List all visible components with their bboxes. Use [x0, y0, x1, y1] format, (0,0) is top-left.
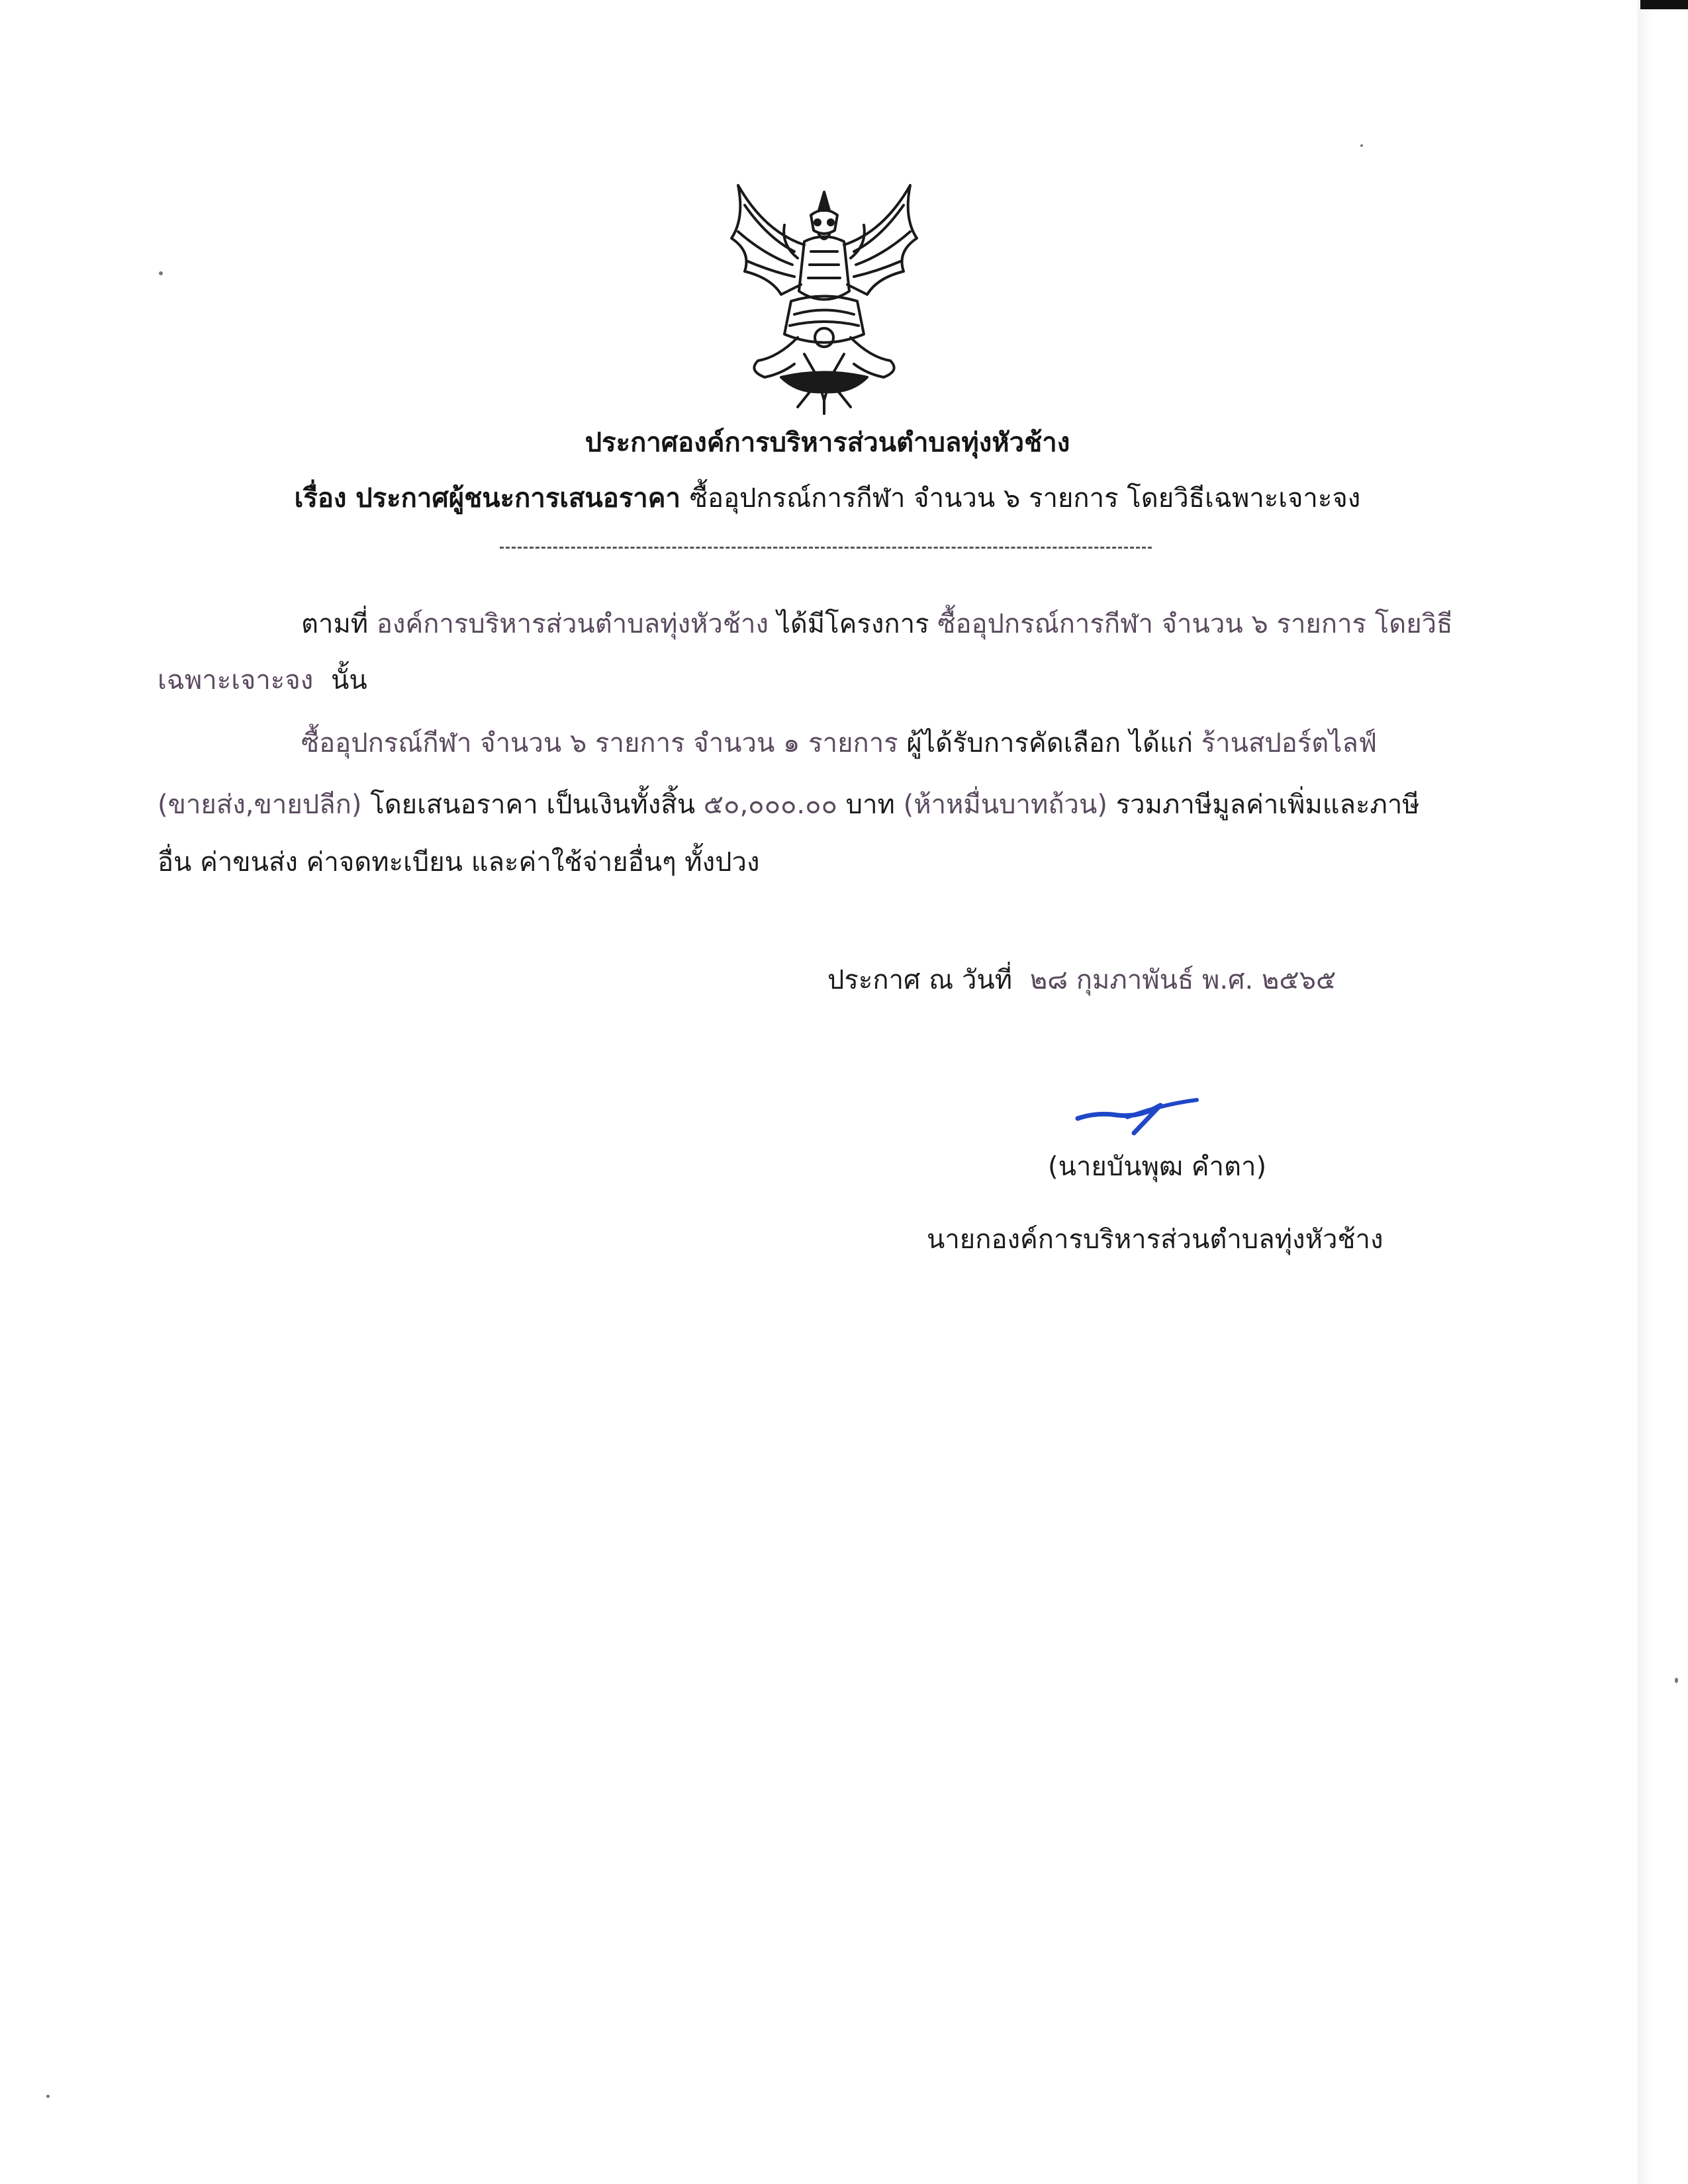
title-divider: [500, 547, 1152, 549]
scan-corner-mark: [1640, 0, 1688, 9]
handwritten-signature-icon: [1071, 1092, 1203, 1138]
bid-amount: ๕๐,๐๐๐.๐๐: [703, 790, 837, 820]
item-description: ซื้ออุปกรณ์กีฬา จำนวน ๖ รายการ จำนวน ๑ รายการ: [301, 728, 898, 758]
document-subject: [0, 477, 1655, 519]
subject-prefix: เรื่อง ประกาศผู้ชนะการเสนอราคา: [294, 483, 680, 514]
text-segment: ผู้ได้รับการคัดเลือก ได้แก่: [906, 728, 1193, 758]
scan-speck: [1675, 1678, 1678, 1683]
organization-name: องค์การบริหารส่วนตำบลทุ่งหัวช้าง: [376, 609, 769, 639]
subject-detail: ซื้ออุปกรณ์การกีฬา จำนวน ๖ รายการ โดยวิธีเฉพาะเจาะจง: [689, 483, 1361, 514]
paragraph-1-line-2: [158, 659, 367, 701]
paragraph-2-line-2: [158, 783, 1420, 825]
announcement-date-line: [827, 958, 1336, 1001]
winner-name: ร้านสปอร์ตไลฟ์: [1201, 728, 1378, 758]
garuda-emblem-icon: [718, 179, 930, 417]
bid-amount-words: (ห้าหมื่นบาทถ้วน): [903, 790, 1107, 820]
project-name: ซื้ออุปกรณ์การกีฬา จำนวน ๖ รายการ โดยวิธี: [937, 609, 1453, 639]
scan-edge: [1638, 0, 1688, 2184]
text-segment: ได้มีโครงการ: [776, 609, 929, 639]
text-segment: รวมภาษีมูลค่าเพิ่มและภาษี: [1115, 790, 1420, 820]
signatory-position: นายกองค์การบริหารส่วนตำบลทุ่งหัวช้าง: [927, 1224, 1383, 1255]
winner-type: (ขายส่ง,ขายปลีก): [158, 790, 362, 820]
text-segment: นั้น: [330, 665, 367, 696]
scan-speck: [46, 2095, 50, 2098]
scan-speck: [1360, 144, 1363, 147]
scan-speck: [159, 271, 163, 275]
document-title: ประกาศองค์การบริหารส่วนตำบลทุ่งหัวช้าง: [585, 428, 1070, 458]
signatory-name: (นายบันพุฒ คำตา): [1048, 1152, 1267, 1182]
procurement-method: เฉพาะเจาะจง: [158, 665, 314, 696]
text-segment: โดยเสนอราคา เป็นเงินทั้งสิ้น: [370, 790, 696, 820]
paragraph-2-line-1: [301, 721, 1377, 764]
announcement-date: ๒๘ กุมภาพันธ์ พ.ศ. ๒๕๖๕: [1029, 965, 1336, 995]
announcement-label: ประกาศ ณ วันที่: [827, 965, 1013, 995]
paragraph-2-line-3: อื่น ค่าขนส่ง ค่าจดทะเบียน และค่าใช้จ่ายอื่นๆ ทั้งปวง: [158, 847, 760, 878]
text-segment: ตามที่: [301, 609, 369, 639]
paragraph-1-line-1: [301, 602, 1453, 645]
text-segment: บาท: [845, 790, 895, 820]
